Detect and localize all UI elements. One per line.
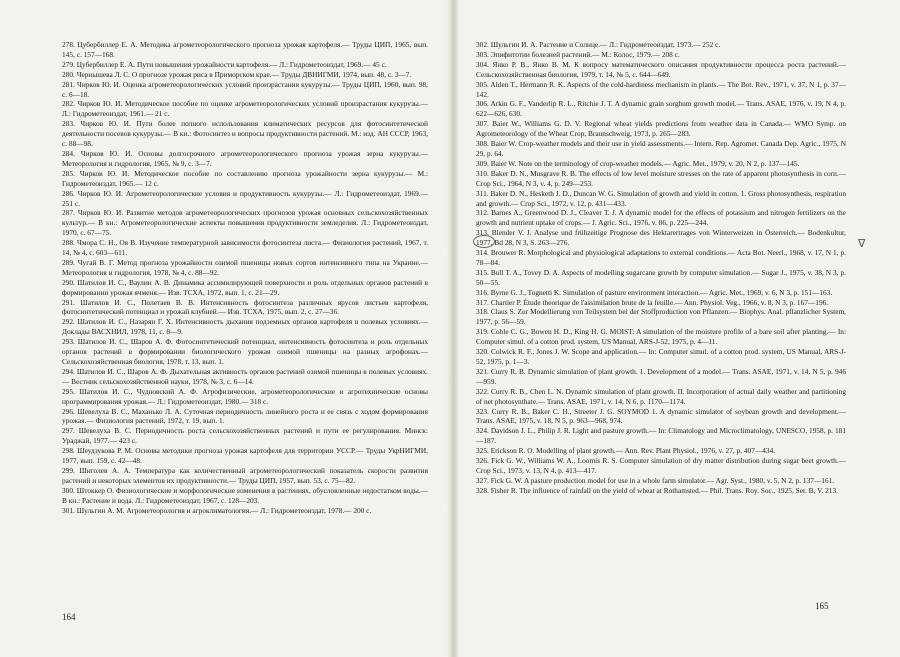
bibliography-entry: 308. Baier W. Crop-weather models and their use in yield assessments.— Intern. Rep. Agromet. Canada Dep. Agric., 1975, N 29, p. 64. (476, 139, 846, 158)
bibliography-entry: 295. Шатилов И. С., Чудновский А. Ф. Агрофизические, агрометеорологические и агротехнические основы программирования урожая.— Л.: Гидрометеоиздат, 1980.— 318 с. (62, 386, 428, 406)
bibliography-entry: 326. Fick G. W., Williams W. A., Loomis R. S. Computer simulation of dry matter distribution during sugar beet growth.— Crop Sci., 1973, v. 13, N 4, p. 413—417. (476, 456, 846, 475)
margin-triangle-mark: ∇ (858, 237, 866, 250)
left-bibliography-list (62, 40, 428, 516)
right-page (476, 40, 846, 642)
bibliography-entry: 304. Янко Р. В., Янко В. М. К вопросу математического описания продуктивности процесса роста растений.— Сельскохозяйственная биология, 1979, т. 14, № 5, с. 644—649. (476, 59, 846, 79)
bibliography-entry: 327. Fick G. W. A pasture production model for use in a whole farm simulator.— Agr. Syst., 1980, v. 5, N 2, p. 137—161. (476, 475, 835, 485)
bibliography-entry: 325. Erickson R. O. Modelling of plant growth.— Ann. Rev. Plant Physiol., 1976, v. 27, p. 407—434. (476, 446, 776, 456)
bibliography-entry: 294. Шатилов И. С., Шаров А. Ф. Дыхательная активность органов растений озимой пшеницы в полевых условиях.— Вестник сельскохозяйственной науки, 1978, № 3, с. 6—14. (62, 366, 428, 386)
bibliography-entry: 312. Barnes A., Greenwood D. J., Cleaver T. J. A dynamic model for the effects of potassium and nitrogen fertilizers on the growth and nutrient uptake of crops.— J. Agric. Sci., 1976, v. 86, p. 225—244. (476, 208, 846, 228)
bibliography-entry: 317. Chartier P. Étude theorique de l'assimilation brute de la feuille.— Ann. Physiol. Veg., 1966, v. 8, N 3, p. 167—196. (476, 297, 829, 307)
bibliography-entry: 283. Чирков Ю. И. Пути более полного использования климатических ресурсов для фотосинтетической деятельности посевов кукурузы.— В кн.: Фотосинтез и вопросы продуктивности растений. М.: изд. АН СССР, 1963, с. 88—98. (62, 119, 428, 149)
bibliography-entry: 305. Alden T., Hermann R. K. Aspects of the cold-hardiness mechanism in plants.— The Bot. Rev., 1971, v. 37, N 1, p. 37—142. (476, 79, 846, 99)
bibliography-entry: 291. Шатилов И. С., Полетаев В. В. Интенсивность фотосинтеза различных ярусов листьев картофеля, фотосинтетический потенциал и урожай клубней.— Изв. ТСХА, 1975, вып. 2, с. 27—36. (62, 297, 428, 317)
bibliography-entry: 297. Шевелуха В. С. Периодичность роста сельскохозяйственных растений и пути ее регулирования. Минск: Ураджай, 1977.— 423 с. (62, 426, 428, 446)
bibliography-entry: 309. Baier W. Note on the terminology of crop-weather models.— Agric. Met., 1979, v. 20, N 2, p. 137—145. (476, 158, 800, 168)
bibliography-entry: 301. Шульгин А. М. Агрометеорология и агроклиматология.— Л.: Гидрометеоиздат, 1978.— 200 с. (62, 505, 372, 515)
bibliography-entry: 278. Цубербиллер Е. А. Методика агрометеорологического прогноза урожая картофеля.— Труды ЦИП, 1965, вып. 145, с. 157—168. (62, 40, 428, 59)
bibliography-entry: 307. Baier W., Williams G. D. V. Regional wheat yields predictions from weather data in Canada.— WMO Symp. on Agrometeorology of the Wheat Crop, Braunschweig, 1973, p. 265—283. (476, 119, 846, 139)
bibliography-entry: 324. Davidson J. L., Philip J. R. Light and pasture growth.— In: Climatology and Microclimatology, UNESCO, 1958, p. 181—187. (476, 426, 846, 446)
page-number-right: 165 (815, 601, 829, 611)
bibliography-entry: 286. Чирков Ю. И. Агрометеорологические условия и продуктивность кукурузы.— Л.: Гидрометеоиздат, 1969.— 251 с. (62, 188, 428, 208)
bibliography-entry: 311. Baker D. N., Hesketh J. D., Duncan W. G. Simulation of growth and yield in cotton. 1. Gross photosynthesis, respiration and growth.— Crop Sci., 1972, v. 12, p. 431—433. (476, 188, 846, 208)
bibliography-entry: 313. Blender V. J. Analyse und frühzeitige Prognose des Hektarertrages von Winterweizen in Österreich.— Bodenkultur, 1977, Bd 28, N 3, S. 263—276. (476, 228, 846, 248)
bibliography-entry: 280. Чернышева Л. С. О прогнозе урожая риса в Приморском крае.— Труды ДВНИГМИ, 1974, вып. 48, с. 3—7. (62, 69, 412, 79)
bibliography-entry: 310. Baker D. N., Musgrave R. B. The effects of low level moisture stresses on the rate of apparent photosynthesis in corn.— Crop Sci., 1964, N 3, v. 4, p. 249—253. (476, 168, 846, 188)
bibliography-entry: 320. Colwick R. F., Jones J. W. Scope and application.— In: Computer simul. of a cotton prod. system, US Manual, ARS-J-52, 1975, p. 1—3. (476, 347, 846, 366)
bibliography-entry: 281. Чирков Ю. И. Оценка агрометеорологических условий произрастания кукурузы.— Труды ЦИП, 1960, вып. 98, с. 6—18. (62, 79, 428, 99)
bibliography-entry: 302. Шульгин И. А. Растение и Солнце.— Л.: Гидрометеоиздат, 1973.— 252 с. (476, 40, 721, 49)
bibliography-entry: 321. Curry R. B. Dynamic simulation of plant growth. 1. Development of a model.— Trans. ASAE, 1971, v. 14, N 5, p. 946—959. (476, 366, 846, 386)
bibliography-entry: 279. Цубербиллер Е. А. Пути повышения урожайности картофеля.— Л.: Гидрометеоиздат, 1969.— 45 с. (62, 59, 387, 69)
bibliography-entry: 300. Штоккер О. Физиологические и морфологические изменения в растениях, обусловленные недостатком воды.— В кн.: Растение и вода. Л.: Гидрометеоиздат, 1967, с. 128—203. (62, 485, 428, 505)
bibliography-entry: 303. Эпифитотии болезней растений.— М.: Колос, 1979.— 208 с. (476, 49, 680, 59)
bibliography-entry: 318. Claus S. Zur Modellierung von Teilsystem bei der Stoffproduction von Pflanzen.— Biophys. Anal. pflanzlicher System, 1977, p. 56—59. (476, 307, 846, 327)
bibliography-entry: 322. Curry R. B., Chen L. N. Dynamic simulation of plant growth. II. Incorporation of actual daily weather and partitioning of net photosynthate.— Trans. ASAE, 1971, v. 14, N 6, p. 1170—1174. (476, 386, 846, 406)
bibliography-entry: 319. Coble C. G., Bowen H. D., King H. G. MOIST: A simulation of the moisture profile of a bare soil after planting.— In: Computer simul. of a cotton prod. system, US Manual, ARS-J-52, 1975, p. 4—11. (476, 327, 846, 347)
bibliography-entry: 290. Шатилов И. С., Ваулин А. В. Динамика ассимилирующей поверхности и роль отдельных органов растений в формировании урожая ячменя.— Изв. ТСХА, 1972, вып. 1, с. 21—29. (62, 277, 428, 297)
bibliography-entry: 288. Чмора С. Н., Оя В. Изучение температурной зависимости фотосинтеза листа.— Физиология растений, 1967, т. 14, № 4, с. 603—611. (62, 238, 428, 258)
bibliography-entry: 296. Шевелуха В. С., Маханько Л. А. Суточная периодичность линейного роста и ее связь с ходом формирования урожая.— Физиология растений, 1972, т. 19, вып. 1. (62, 406, 428, 426)
right-bibliography-list (476, 40, 846, 496)
left-page (62, 40, 428, 642)
bibliography-entry: 315. Bull T. A., Tovey D. A. Aspects of modelling sugarcane growth by computer simulation.— Sugar J., 1975, v. 38, N 3, p. 50—55. (476, 267, 846, 287)
bibliography-entry: 328. Fisher R. The influence of rainfall on the yield of wheat at Rothamsted.— Phil. Trans. Roy. Soc., 1925, Ser. B, V. 213. (476, 485, 838, 495)
book-gutter (447, 0, 459, 657)
bibliography-entry: 306. Arkin G. F., Vanderlip R. L., Ritchie J. T. A dynamic grain sorghum growth model.— Trans. ASAE, 1976, v. 19, N 4, p. 622—626, 630. (476, 99, 846, 119)
bibliography-entry: 299. Шиголев А. А. Температура как количественный агрометеорологический показатель скорости развития растений и некоторых элементов их продуктивности.— Труды ЦИП, 1957, вып. 53, с. 75—82. (62, 465, 428, 485)
handwritten-circle-mark (473, 235, 495, 248)
bibliography-entry: 316. Byrne G. J., Tognetti K. Simulation of pasture environment interaction.— Agric. Met., 1969, v. 6, N 3, p. 151—163. (476, 287, 833, 297)
page-number-left: 164 (62, 612, 76, 622)
bibliography-entry: 292. Шатилов И. С., Назарян Г. Х. Интенсивность дыхания подземных органов картофеля в полевых условиях.— Доклады ВАСХНИЛ, 1978, 11, с. 8—9. (62, 317, 428, 337)
bibliography-entry: 285. Чирков Ю. И. Методическое пособие по составлению прогноза урожайности зерна кукурузы.— М.: Гидрометеоиздат, 1965.— 12 с. (62, 168, 428, 188)
bibliography-entry: 293. Шатилов И. С., Шаров А. Ф. Фотосинтетический потенциал, интенсивность фотосинтеза и роль отдельных органов растений в формировании биологического урожая озимой пшеницы на разных агрофонах.— Сельскохозяйственная биология, 1978, т. 13, вып. 1. (62, 337, 428, 366)
bibliography-entry: 323. Curry R. B., Baker C. H., Streeter J. G. SOYMOD 1. A dynamic simulator of soybean growth and development.— Trans. ASAE, 1975, v. 18, N 5, p. 963—968, 974. (476, 406, 846, 426)
bibliography-entry: 284. Чирков Ю. И. Основы долгосрочного агрометеорологического прогноза урожая зерна кукурузы.— Метеорология и гидрология, 1965, № 9, с. 3—7. (62, 148, 428, 168)
bibliography-entry: 282. Чирков Ю. И. Методическое пособие по оценке агрометеорологических условий произрастания кукурузы.— Л.: Гидрометеоиздат, 1961.— 21 с. (62, 99, 428, 119)
bibliography-entry: 287. Чирков Ю. И. Развитие методов агрометеорологических прогнозов урожая основных сельскохозяйственных культур.— В кн.: Агрометеорологические аспекты повышения продуктивности земледелия. Л.: Гидрометеоиздат, 1970, с. 67—75. (62, 208, 428, 238)
bibliography-entry: 289. Чугай В. Г. Метод прогноза урожайности озимой пшеницы новых сортов интенсивного типа на Украине.— Метеорология и гидрология, 1978, № 4, с. 88—92. (62, 257, 428, 277)
bibliography-entry: 298. Шеудзукова Р. М. Основы методики прогноза урожая картофеля для территории УССР.— Труды УкрНИГМИ, 1977, вып. 159, с. 42—48. (62, 446, 428, 466)
bibliography-entry: 314. Brouwer R. Morphological and physiological adaptations to external conditions.— Acta Bot. Neerl., 1968, v. 17, N 1, p. 78—84. (476, 248, 846, 267)
